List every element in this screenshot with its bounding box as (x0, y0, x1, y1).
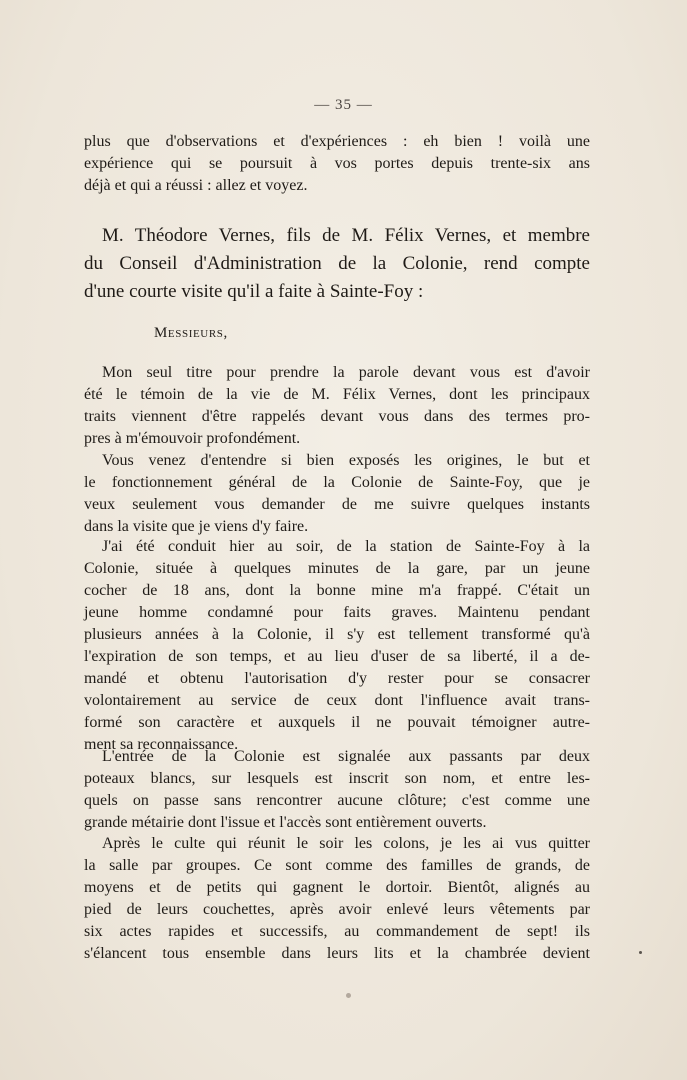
text-line: Après le culte qui réunit le soir les colons, je les ai vus quitter (102, 835, 590, 852)
text-line: jeune homme condamné pour faits graves. Maintenu pendant (84, 604, 590, 621)
text-line: du Conseil d'Administration de la Colonie, rend compte (84, 253, 590, 274)
text-line: moyens et de petits qui gagnent le dortoir. Bientôt, alignés au (84, 879, 590, 896)
text-line: J'ai été conduit hier au soir, de la station de Sainte-Foy à la (102, 538, 590, 555)
text-line: expérience qui se poursuit à vos portes depuis trente-six ans (84, 155, 590, 172)
text-line: d'une courte visite qu'il a faite à Sainte-Foy : (84, 281, 424, 302)
text-line: cocher de 18 ans, dont la bonne mine m'a frappé. C'était un (84, 582, 590, 599)
paper-speck (346, 993, 351, 998)
text-line: le fonctionnement général de la Colonie de Sainte-Foy, que je (84, 474, 590, 491)
margin-dot (639, 951, 642, 954)
page-number: — 35 — (314, 97, 373, 113)
text-line: M. Théodore Vernes, fils de M. Félix Vernes, et membre (102, 225, 590, 246)
text-line: six actes rapides et successifs, au commandement de sept! ils (84, 923, 590, 940)
text-line: L'entrée de la Colonie est signalée aux passants par deux (102, 748, 590, 765)
paragraph-4 (84, 746, 590, 834)
text-line: mandé et obtenu l'autorisation d'y rester pour se consacrer (84, 670, 590, 687)
paragraph-1 (84, 362, 590, 450)
text-line: volontairement au service de ceux dont l'influence avait trans- (84, 692, 590, 709)
text-line: plus que d'observations et d'expériences : eh bien ! voilà une (84, 133, 590, 150)
text-line: dans la visite que je viens d'y faire. (84, 518, 309, 535)
text-line: s'élancent tous ensemble dans leurs lits et la chambrée devient (84, 945, 590, 962)
text-line: pied de leurs couchettes, après avoir enlevé leurs vêtements par (84, 901, 590, 918)
text-line: quels on passe sans rencontrer aucune clôture; c'est comme une (84, 792, 590, 809)
salutation: Messieurs, (154, 325, 228, 341)
text-line: poteaux blancs, sur lesquels est inscrit son nom, et entre les- (84, 770, 590, 787)
paragraph-3 (84, 536, 590, 756)
text-line: pres à m'émouvoir profondément. (84, 430, 301, 447)
text-line: ment sa reconnaissance. (84, 736, 239, 753)
text-line: traits viennent d'être rappelés devant vous dans des termes pro- (84, 408, 590, 425)
text-line: Mon seul titre pour prendre la parole devant vous est d'avoir (102, 364, 590, 381)
text-line: Colonie, située à quelques minutes de la gare, par un jeune (84, 560, 590, 577)
announcement-paragraph (84, 222, 590, 306)
intro-paragraph (84, 131, 590, 197)
text-line: formé son caractère et auxquels il ne pouvait témoigner autre- (84, 714, 590, 731)
text-line: grande métairie dont l'issue et l'accès sont entièrement ouverts. (84, 814, 487, 831)
text-line: plusieurs années à la Colonie, il s'y est tellement transformé qu'à (84, 626, 590, 643)
text-line: Vous venez d'entendre si bien exposés les origines, le but et (102, 452, 590, 469)
paragraph-5 (84, 833, 590, 965)
text-line: la salle par groupes. Ce sont comme des familles de grands, de (84, 857, 590, 874)
paragraph-2 (84, 450, 590, 538)
text-line: déjà et qui a réussi : allez et voyez. (84, 177, 308, 194)
text-line: veux seulement vous demander de me suivre quelques instants (84, 496, 590, 513)
text-line: l'expiration de son temps, et au lieu d'user de sa liberté, il a de- (84, 648, 590, 665)
text-line: été le témoin de la vie de M. Félix Vernes, dont les principaux (84, 386, 590, 403)
